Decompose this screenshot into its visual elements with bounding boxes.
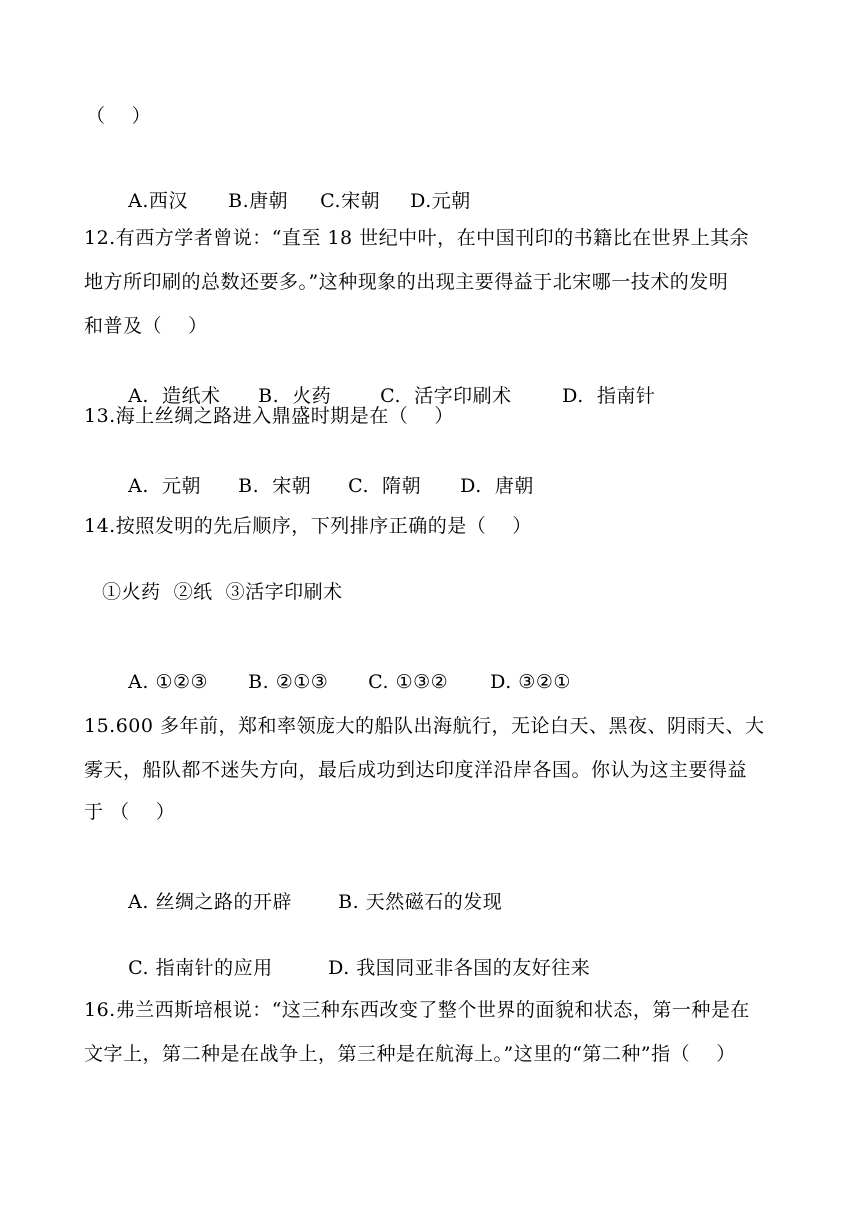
q15-line-3: 于 （ ） <box>84 801 176 823</box>
q13-option-b: B. 宋朝 <box>238 475 312 497</box>
q11-option-a: A.西汉 <box>128 190 188 212</box>
q12-option-a: A. 造纸术 <box>128 385 221 407</box>
q14-items: ①火药 ②纸 ③活字印刷术 <box>102 581 343 603</box>
q14-option-a: A. ①②③ <box>128 671 209 693</box>
q12-line-1: 12.有西方学者曾说：“直至 18 世纪中叶，在中国刊印的书籍比在世界上其余 <box>84 227 750 249</box>
q11-option-b: B.唐朝 <box>228 190 289 212</box>
q12-option-c: C. 活字印刷术 <box>380 385 512 407</box>
q16-line-1: 16.弗兰西斯培根说：“这三种东西改变了整个世界的面貌和状态，第一种是在 <box>84 999 750 1021</box>
q12-option-b: B. 火药 <box>258 385 332 407</box>
q16-line-2: 文字上，第二种是在战争上，第三种是在航海上。”这里的“第二种”指（ ） <box>84 1043 736 1065</box>
q13-options <box>102 450 534 522</box>
q15-options-row-1 <box>102 866 502 938</box>
q15-option-a: A. 丝绸之路的开辟 <box>128 891 292 913</box>
q12-line-3: 和普及（ ） <box>84 315 208 337</box>
q14-line-1: 14.按照发明的先后顺序，下列排序正确的是（ ） <box>84 515 532 537</box>
q15-line-2: 雾天，船队都不迷失方向，最后成功到达印度洋沿岸各国。你认为这主要得益 <box>84 759 748 781</box>
q15-option-b: B. 天然磁石的发现 <box>338 891 503 913</box>
q13-option-c: C. 隋朝 <box>348 475 422 497</box>
q14-option-b: B. ②①③ <box>248 671 329 693</box>
q13-option-d: D. 唐朝 <box>460 475 534 497</box>
q14-option-c: C. ①③② <box>368 671 449 693</box>
q12-line-2: 地方所印刷的总数还要多。”这种现象的出现主要得益于北宋哪一技术的发明 <box>84 271 729 293</box>
q11-option-c: C.宋朝 <box>320 190 381 212</box>
q15-options-row-2 <box>102 932 590 1004</box>
q14-option-d: D. ③②① <box>490 671 571 693</box>
q11-option-d: D.元朝 <box>410 190 471 212</box>
q15-line-1: 15.600 多年前，郑和率领庞大的船队出海航行，无论白天、黑夜、阴雨天、大 <box>84 715 765 737</box>
q13-option-a: A. 元朝 <box>128 475 202 497</box>
q13-line-1: 13.海上丝绸之路进入鼎盛时期是在（ ） <box>84 405 454 427</box>
q11-answer-paren: （ ） <box>86 105 152 127</box>
q14-options <box>102 646 571 718</box>
q15-option-c: C. 指南针的应用 <box>128 957 273 979</box>
q12-option-d: D. 指南针 <box>562 385 656 407</box>
q15-option-d: D. 我国同亚非各国的友好往来 <box>328 957 591 979</box>
